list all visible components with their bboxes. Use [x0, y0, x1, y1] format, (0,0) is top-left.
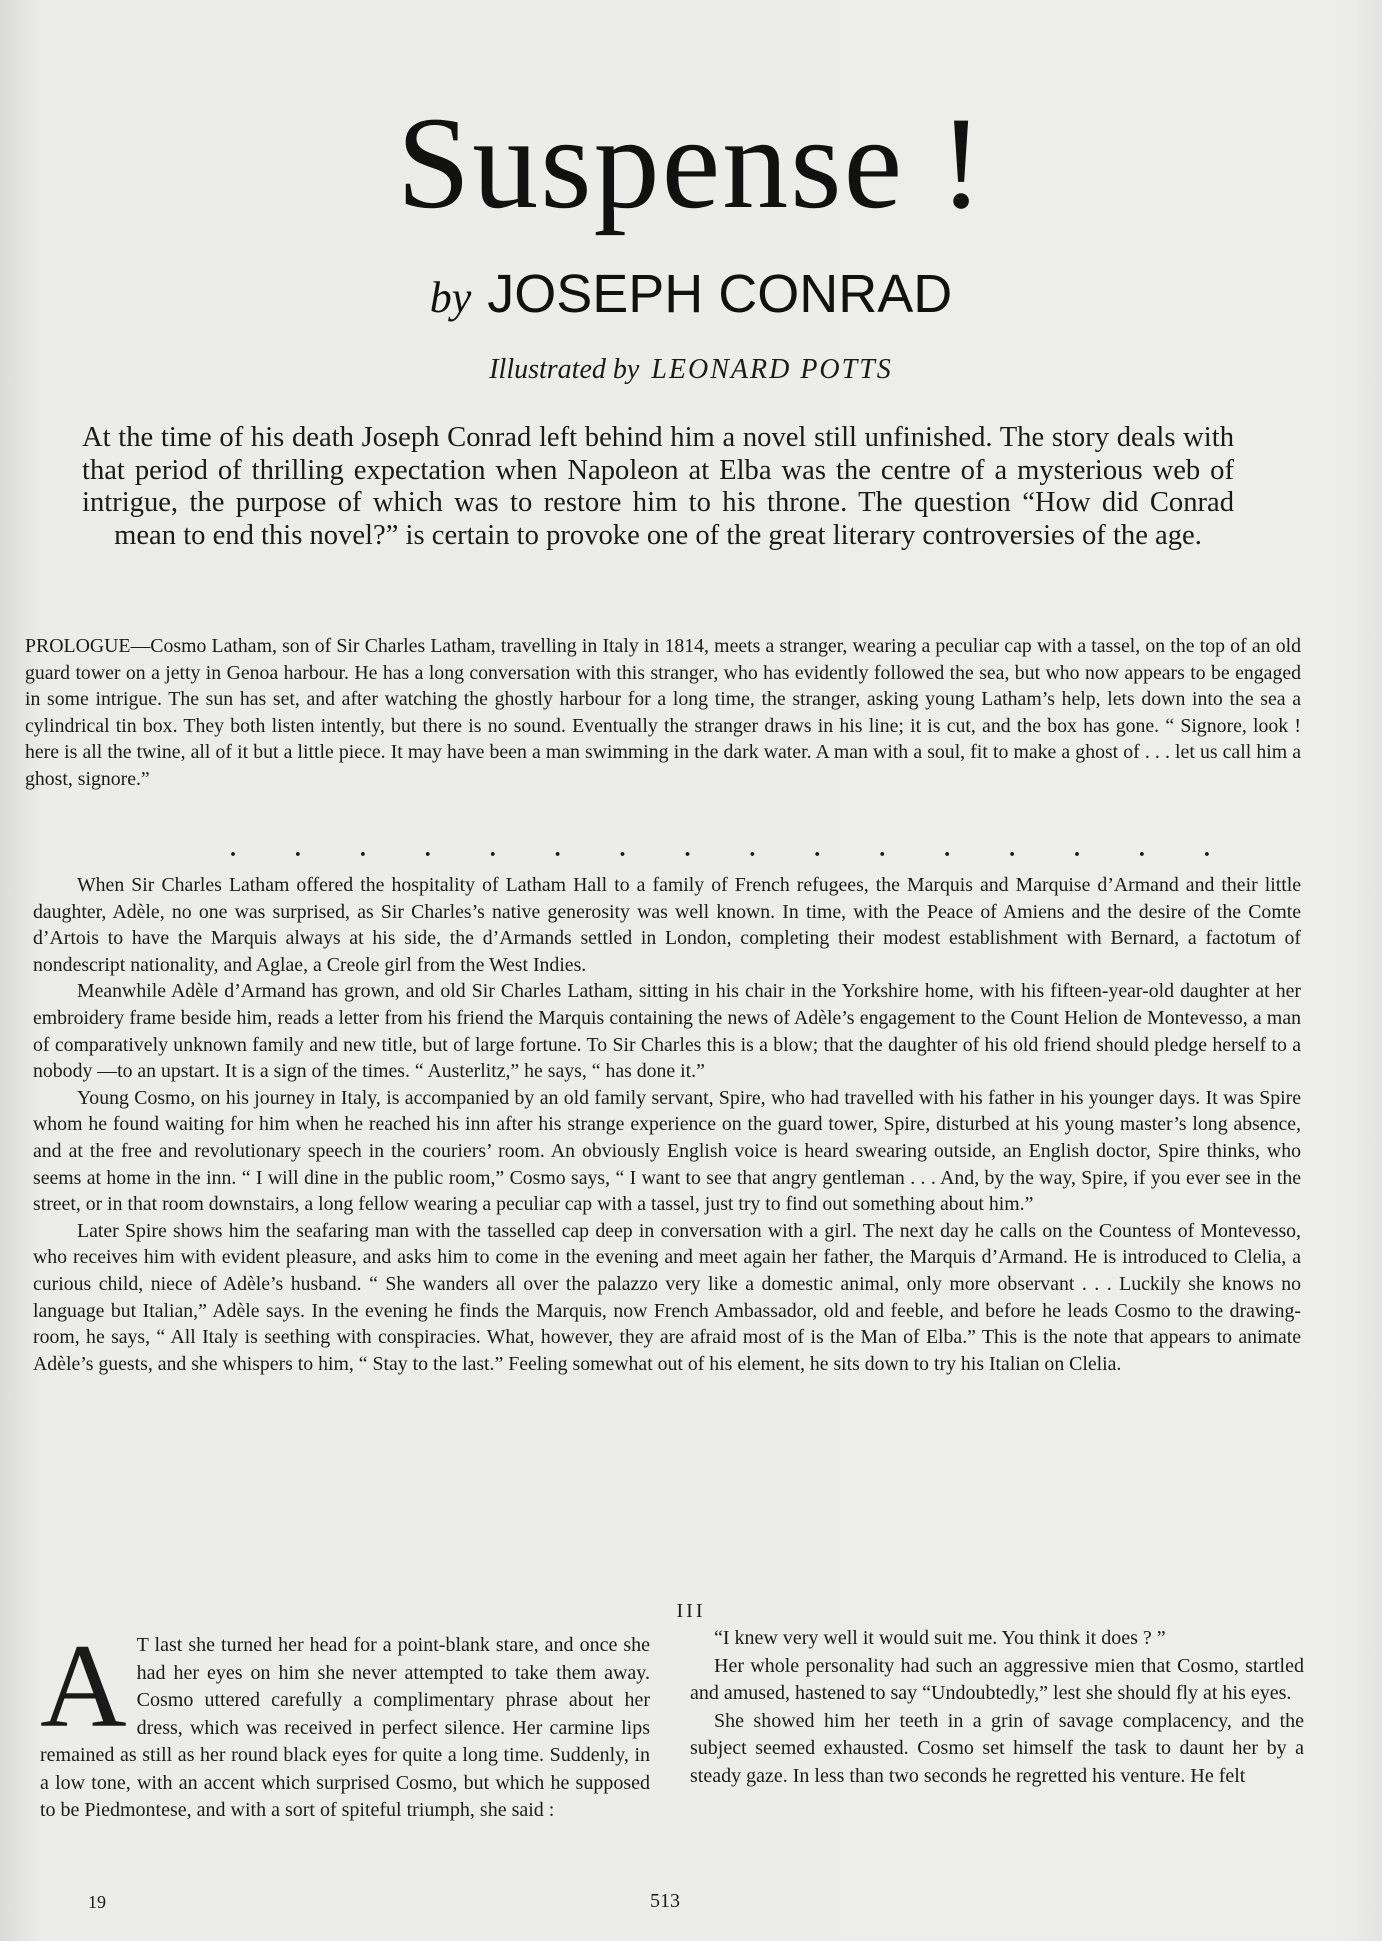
separator-dot: . — [424, 836, 431, 862]
illustration-label: Illustrated by — [489, 354, 640, 385]
separator-dot: . — [619, 836, 626, 862]
chapter-number: III — [676, 1600, 706, 1622]
separator-dot: . — [1138, 836, 1145, 862]
separator-dot: . — [359, 836, 366, 862]
synopsis-paragraph: Meanwhile Adèle d’Armand has grown, and old Sir Charles Latham, sitting in his chair in the Yorkshire home, with his fifteen-year-old daughter at her embroidery frame beside him, reads a letter from his friend the Marquis containing the news of Adèle’s engagement to the Count Helion de Montevesso, a man of comparatively unknown family and new title, but of large fortune. To Sir Charles this is a blow; that the daughter of his old friend should pledge herself to a nobody —to an upstart. It is a sign of the times. “ Austerlitz,” he says, “ has done it.” — [33, 980, 1301, 1083]
separator-dot: . — [944, 836, 951, 862]
byline-by: by — [429, 273, 472, 322]
intro-paragraph: At the time of his death Joseph Conrad left behind him a novel still unfinished. The story deals with that period of thrilling expectation when Napoleon at Elba was the centre of a mysterious web of intrigue, the purpose of which was to restore him to his throne. The question “How did Conrad mean to end this novel?” is certain to provoke one of the great literary controversies of the age. — [82, 422, 1234, 551]
drop-cap: A — [40, 1619, 127, 1752]
synopsis — [33, 872, 1301, 1377]
separator-dot: . — [879, 836, 886, 862]
right-column-paragraph: “I knew very well it would suit me. You think it does ? ” — [714, 1627, 1166, 1649]
synopsis-paragraph: Young Cosmo, on his journey in Italy, is accompanied by an old family servant, Spire, who had travelled with his father in his younger days. It was Spire whom he found waiting for him when he reached his inn after his strange experience on the guard tower, Spire, disturbed at his young master’s long absence, and at the free and revolutionary speech in the couriers’ room. An obviously English voice is heard swearing outside, an English doctor, Spire thinks, who seems at home in the inn. “ I will dine in the public room,” Cosmo says, “ I want to see that angry gentleman . . . And, by the way, Spire, if you ever see in the street, or in that room downstairs, a long fellow wearing a peculiar cap with a tassel, just try to find out something about him.” — [33, 1086, 1301, 1216]
illustrator-name: LEONARD POTTS — [651, 354, 893, 385]
story-title: Suspense ! — [396, 89, 986, 236]
separator-dot: . — [684, 836, 691, 862]
synopsis-paragraph: Later Spire shows him the seafaring man with the tasselled cap deep in conversation with a girl. The next day he calls on the Countess of Montevesso, who receives him with evident pleasure, and asks him to come in the evening and meet again her father, the Marquis d’Armand. He is introduced to Clelia, a curious child, niece of Adèle’s husband. “ She wanders all over the palazzo very like a domestic animal, only more observant . . . Luckily she knows no language but Italian,” Adèle says. In the evening he finds the Marquis, now French Ambassador, old and feeble, and before he leads Cosmo to the drawing-room, he says, “ All Italy is seething with conspiracies. What, however, they are afraid most of is the Man of Elba.” This is the note that appears to animate Adèle’s guests, and she whispers to him, “ Stay to the last.” Feeling somewhat out of his element, he sits down to try his Italian on Clelia. — [33, 1219, 1301, 1375]
page-number: 513 — [650, 1890, 680, 1912]
folio-left: 19 — [88, 1892, 106, 1912]
separator-dot: . — [230, 836, 236, 862]
section-separator — [230, 836, 1210, 863]
left-column — [40, 1619, 650, 1825]
right-column-paragraph: Her whole personality had such an aggressive mien that Cosmo, startled and amused, hastened to say “Undoubtedly,” lest she should fly at his eyes. — [690, 1654, 1304, 1704]
right-column-paragraph: She showed him her teeth in a grin of savage complacency, and the subject seemed exhausted. Cosmo set himself the task to daunt her by a steady gaze. In less than two seconds he regretted his venture. He felt — [690, 1709, 1304, 1787]
separator-dot: . — [749, 836, 756, 862]
synopsis-paragraph: When Sir Charles Latham offered the hospitality of Latham Hall to a family of French refugees, the Marquis and Marquise d’Armand and their little daughter, Adèle, no one was surprised, as Sir Charles’s native generosity was well known. In time, with the Peace of Amiens and the desire of the Comte d’Artois to have the Marquis always at his side, the d’Armands settled in London, completing their modest establishment with Bernard, a factotum of nondescript nationality, and Aglae, a Creole girl from the West Indies. — [33, 874, 1301, 976]
prologue-paragraph: PROLOGUE—Cosmo Latham, son of Sir Charles Latham, travelling in Italy in 1814, meets a stranger, wearing a peculiar cap with a tassel, on the top of an old guard tower on a jetty in Genoa harbour. He has a long conversation with this stranger, who has evidently followed the sea, but who now appears to be engaged in some intrigue. The sun has set, and after watching the ghostly harbour for a long time, the stranger, asking young Latham’s help, lets down into the sea a cylindrical tin box. They both listen intently, but there is no sound. Eventually the stranger draws in his line; it is cut, and the box has gone. “ Signore, look ! here is all the twine, all of it but a little piece. It may have been a man swimming in the dark water. A man with a soul, fit to make a ghost of . . . let us call him a ghost, signore.” — [25, 635, 1301, 790]
separator-dot: . — [489, 836, 496, 862]
separator-dot: . — [554, 836, 561, 862]
byline — [0, 262, 1382, 330]
separator-dot: . — [814, 836, 821, 862]
separator-dot: . — [1073, 836, 1080, 862]
author-name: JOSEPH CONRAD — [487, 264, 953, 324]
illustration-credit — [0, 352, 1382, 388]
left-column-paragraph: T last she turned her head for a point-blank stare, and once she had her eyes on him she never attempted to take them away. Cosmo uttered carefully a complimentary phrase about her dress, which was received in perfect silence. Her carmine lips remained as still as her round black eyes for quite a long time. Suddenly, in a low tone, with an accent which surprised Cosmo, but which he supposed to be Piedmontese, and with a sort of spiteful triumph, she said : — [40, 1634, 650, 1821]
separator-dot: . — [1009, 836, 1016, 862]
separator-dot: . — [294, 836, 301, 862]
right-column — [690, 1625, 1304, 1790]
separator-dot: . — [1203, 836, 1210, 862]
